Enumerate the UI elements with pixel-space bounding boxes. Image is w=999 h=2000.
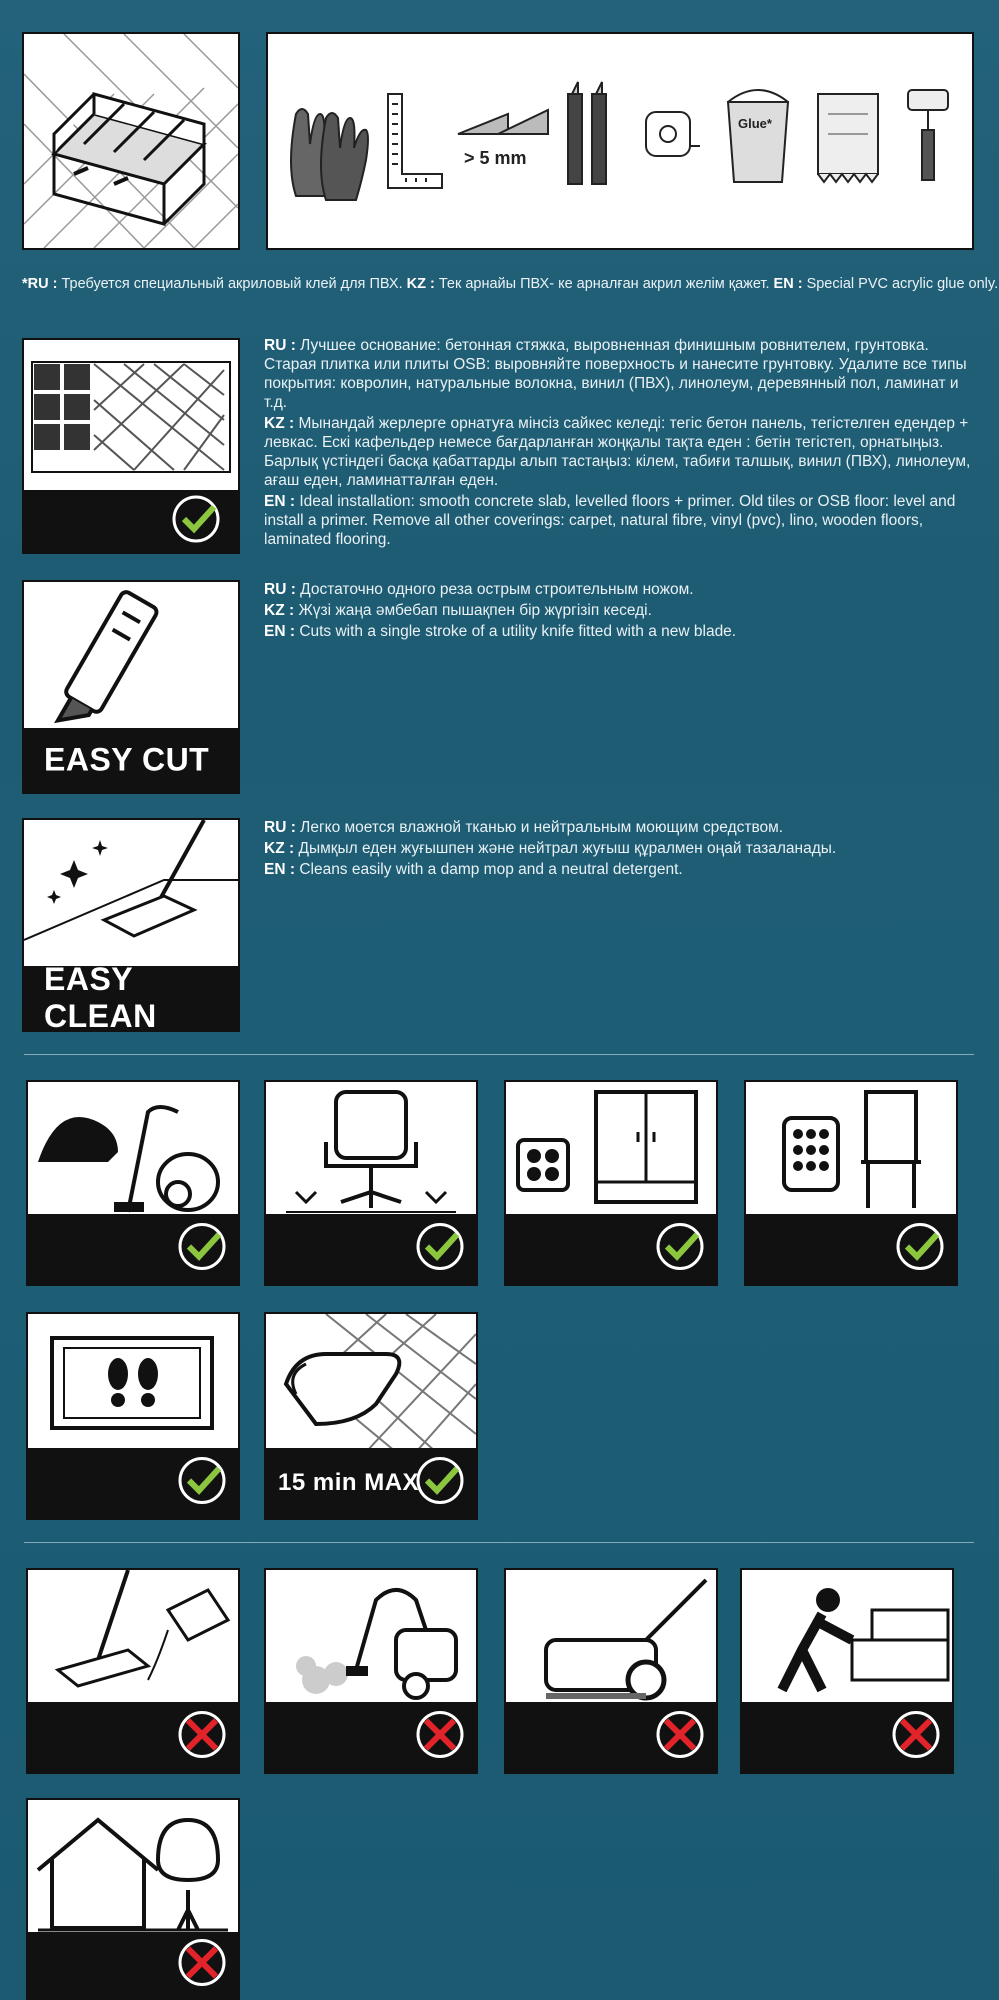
easy-cut-text: RU : Достаточно одного реза острым строительным ножом. KZ : Жүзі жаңа әмбебап пышақпен бір жүргізіп кеседі. EN : Cuts with a single stroke of a utility knife fitted with a new blade. bbox=[264, 581, 737, 640]
glue-label: Glue* bbox=[738, 116, 772, 131]
check-icon bbox=[654, 1221, 706, 1278]
cross-icon bbox=[176, 1709, 228, 1766]
cross-icon bbox=[176, 1937, 228, 1994]
wipe-cloth-icon bbox=[266, 1314, 476, 1452]
check-icon bbox=[894, 1221, 946, 1278]
easy-clean-label: EASY CLEAN bbox=[44, 961, 157, 1032]
wedge-spacers-icon bbox=[458, 110, 548, 134]
section-divider bbox=[24, 1542, 974, 1543]
chair-icon bbox=[746, 1082, 956, 1218]
check-icon bbox=[414, 1221, 466, 1278]
outdoor-icon bbox=[28, 1800, 238, 1936]
wet-mop-icon bbox=[28, 1570, 238, 1706]
gloves-icon bbox=[291, 109, 368, 200]
square-ruler-icon bbox=[388, 94, 442, 188]
tape-measure-icon bbox=[646, 112, 700, 156]
floor-sander-icon bbox=[506, 1570, 716, 1706]
chair-ok-tile bbox=[744, 1080, 958, 1286]
cross-icon bbox=[890, 1709, 942, 1766]
easy-clean-tile bbox=[22, 818, 240, 1032]
check-icon bbox=[176, 1455, 228, 1512]
tools-panel bbox=[266, 32, 974, 250]
office-chair-icon bbox=[266, 1082, 476, 1218]
cross-icon bbox=[414, 1709, 466, 1766]
floor-sander-no-tile bbox=[504, 1568, 718, 1774]
mop-icon bbox=[24, 820, 238, 970]
check-icon bbox=[176, 1221, 228, 1278]
easy-clean-text: RU : Легко моется влажной тканью и нейтральным моющим средством. KZ : Дымқыл еден жуғышпен және нейтрал жуғыш құралмен оңай тазаланады. EN : Cleans easily with a damp mop and a neutral detergent. bbox=[264, 819, 837, 878]
easy-cut-label: EASY CUT bbox=[44, 741, 210, 778]
steam-cleaner-no-tile bbox=[264, 1568, 478, 1774]
furniture-icon bbox=[506, 1082, 716, 1218]
utility-knife-icon bbox=[568, 82, 606, 184]
easy-cut-tile bbox=[22, 580, 240, 794]
notched-trowel-icon bbox=[818, 94, 878, 182]
glue-bucket-icon bbox=[728, 90, 788, 182]
steam-cleaner-icon bbox=[266, 1570, 476, 1706]
glue-requirement-note: *RU : Требуется специальный акриловый клей для ПВХ. KZ : Тек арнайы ПВХ- ке арналған акрил желім қажет. EN : Special PVC acrylic glue only. bbox=[22, 276, 999, 292]
utility-knife-icon bbox=[24, 582, 238, 732]
section-divider bbox=[24, 1054, 974, 1055]
subfloor-panel bbox=[22, 338, 240, 554]
heavy-load-icon bbox=[742, 1570, 952, 1706]
paint-roller-icon bbox=[908, 90, 948, 180]
wipe-max-tile bbox=[264, 1312, 478, 1520]
heavy-load-no-tile bbox=[740, 1568, 954, 1774]
wipe-max-label: 15 min MAX bbox=[278, 1469, 420, 1496]
gap-label: > 5 mm bbox=[464, 148, 527, 168]
vacuum-ok-tile bbox=[26, 1080, 240, 1286]
cross-icon bbox=[654, 1709, 706, 1766]
wet-mop-no-tile bbox=[26, 1568, 240, 1774]
check-icon bbox=[414, 1455, 466, 1512]
outdoor-no-tile bbox=[26, 1798, 240, 2000]
furniture-ok-tile bbox=[504, 1080, 718, 1286]
doormat-ok-tile bbox=[26, 1312, 240, 1520]
subfloor-text: RU : Лучшее основание: бетонная стяжка, выровненная финишным ровнителем, грунтовка. Старая плитка или плиты OSB: выровняйте поверхность и нанесите грунтовку. Удалите все типы покрытия: ковролин, натуральные волокна, винил (ПВХ), линолеум, деревянный пол, ламинат и т.д. KZ : Мынандай жерлерге орнатуға мінсіз сайкес келеді: тегіс бетон панель, тегістелген едендер + левкас. Ескі кафельдер немесе бағдарланған жоңқалы тақта еден : бетін тегістеп, орнатыңыз. Барлық үстіндегі басқа қабаттарды алып тастаңыз: кілем, табиғи талшық, винил (ПВХ), линолеум, ағаш еден, ламинатталған еден. EN : Ideal installation: smooth concrete slab, levelled floors + primer. Old tiles or OSB floor: level and install a primer. Remove all other coverings: carpet, natural fibre, vinyl (pvc), lino, wooden floors, laminated flooring. bbox=[264, 337, 971, 548]
office-chair-ok-tile bbox=[264, 1080, 478, 1286]
installation-diagram-panel bbox=[22, 32, 240, 250]
doormat-icon bbox=[28, 1314, 238, 1452]
vacuum-icon bbox=[28, 1082, 238, 1218]
